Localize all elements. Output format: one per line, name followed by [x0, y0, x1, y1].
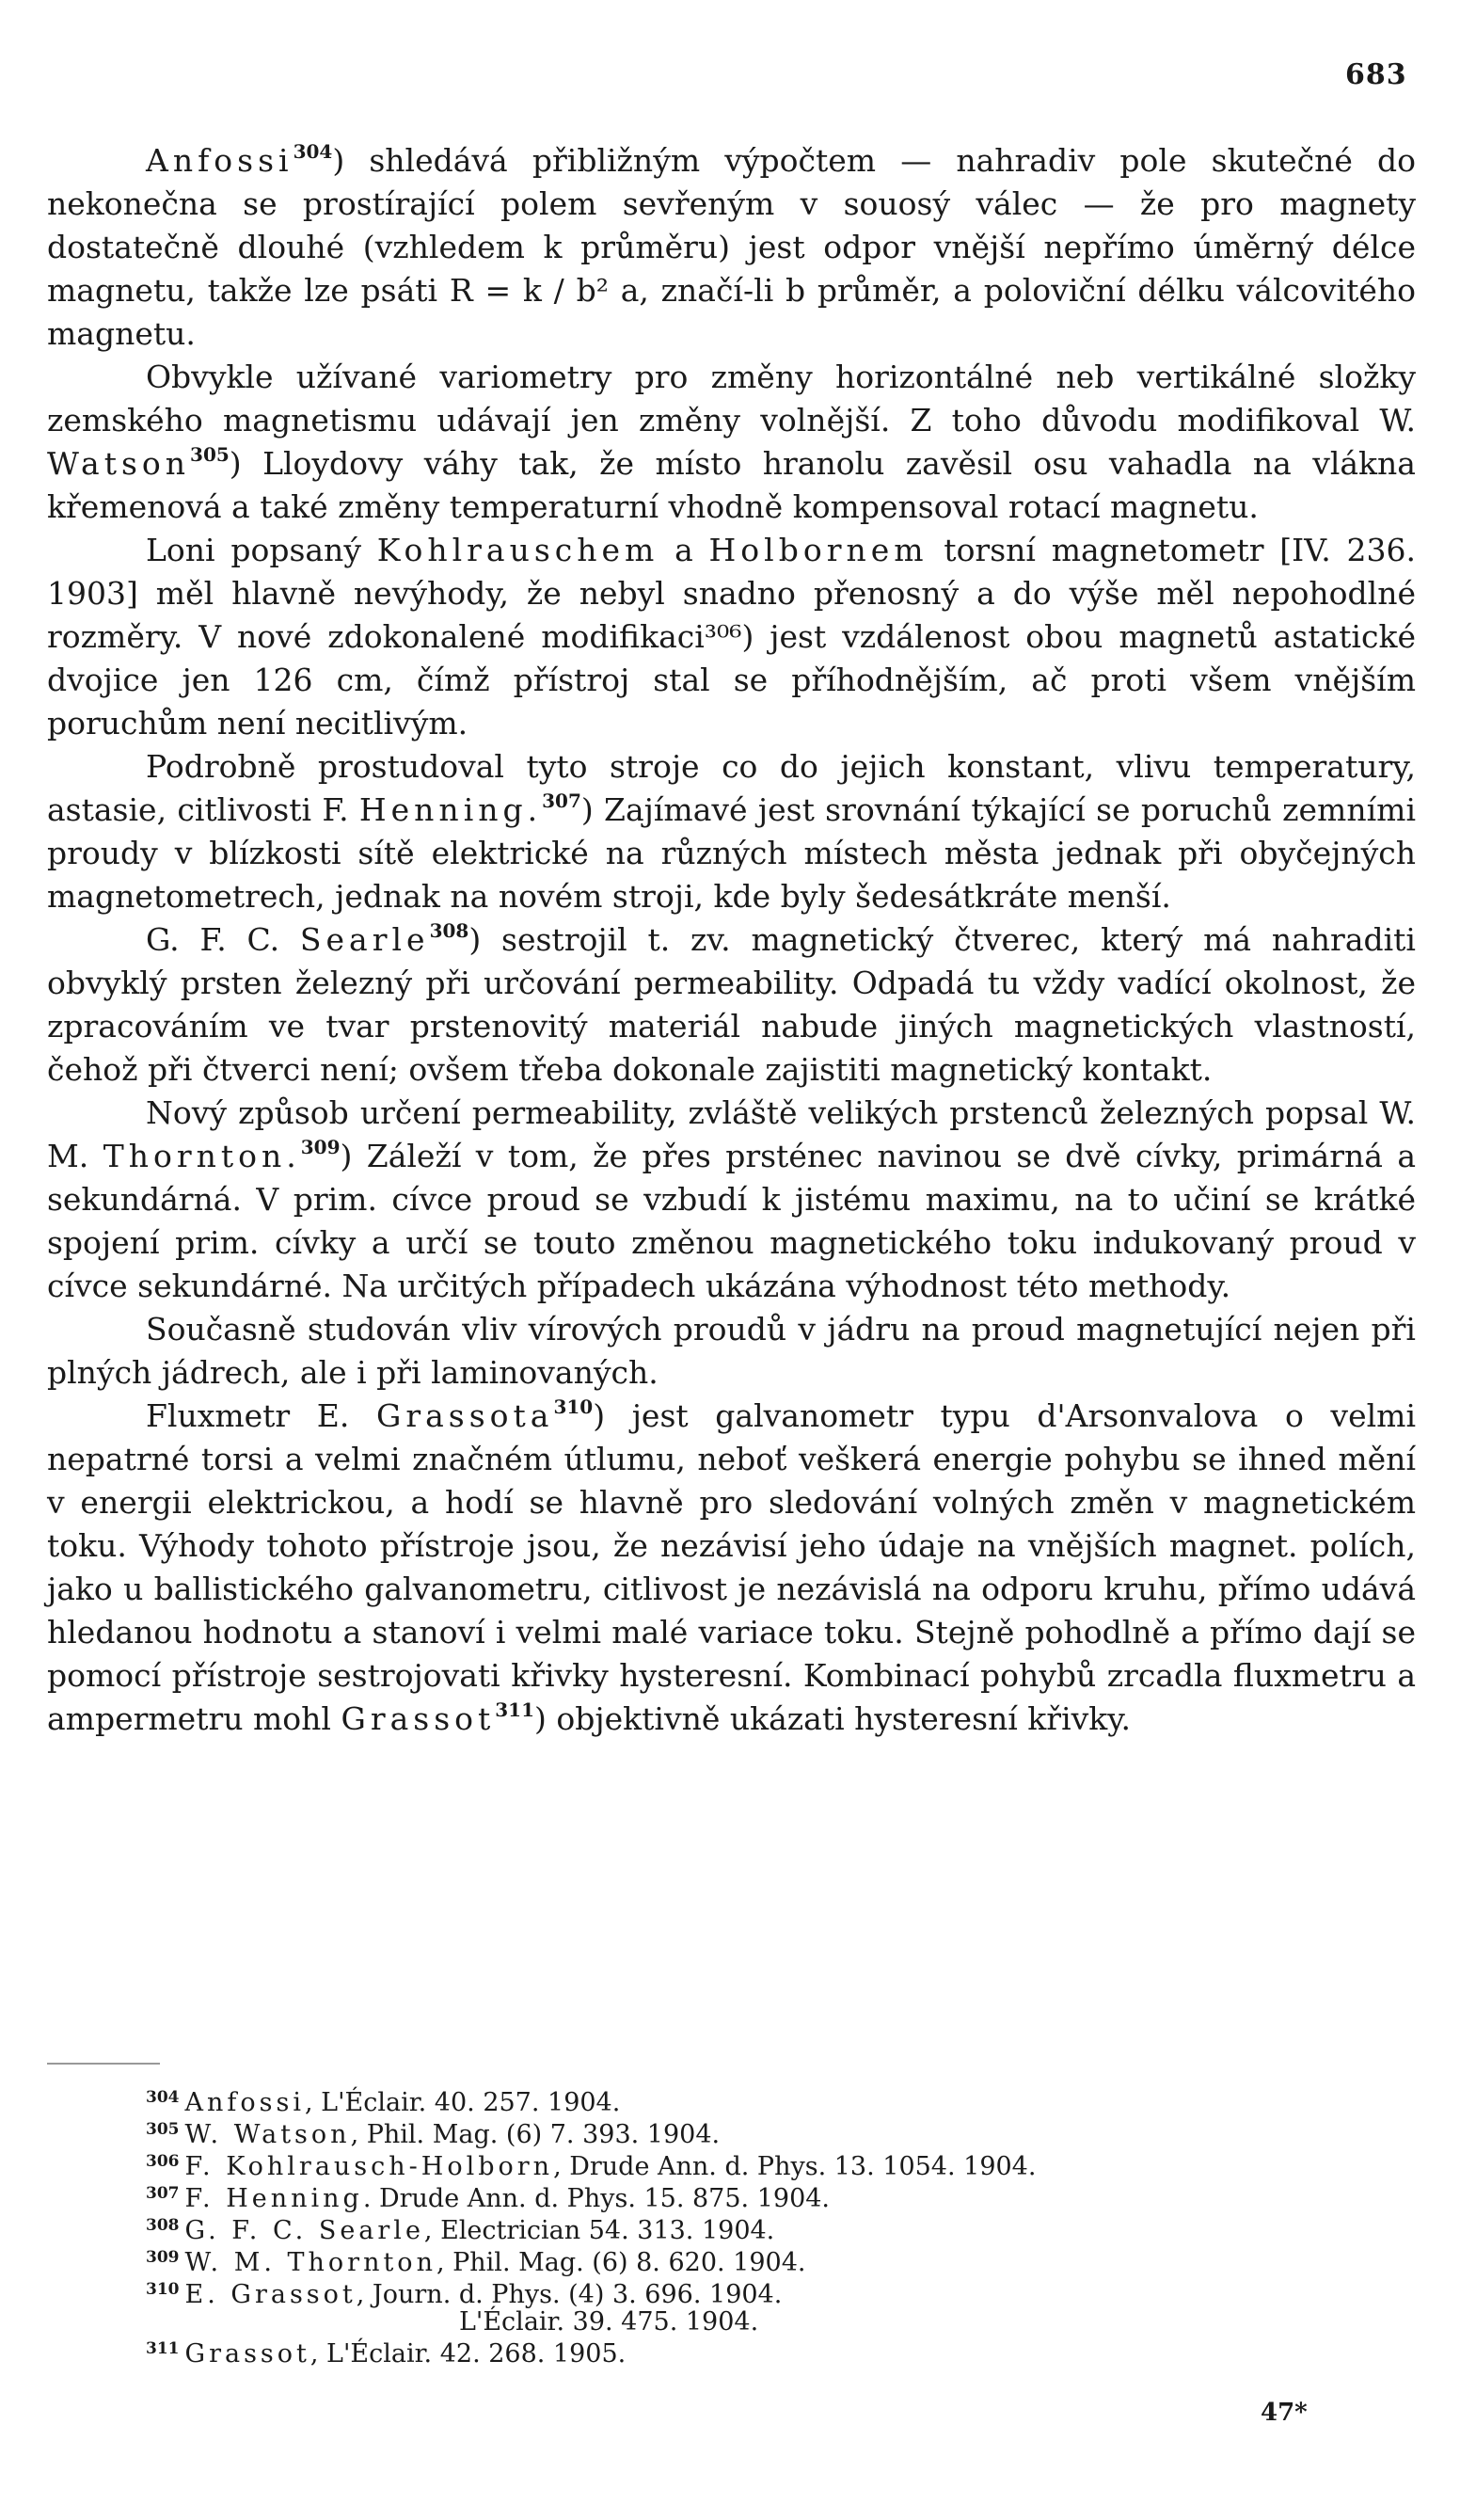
paragraph: [47, 1395, 1416, 1741]
paragraph-text: Nový způsob určení permeability, zvláště velikých prstenců železných popsal W. M.: [47, 1094, 1416, 1174]
footnote-mark: 308: [146, 2216, 180, 2235]
paragraph-text: G. F. C.: [146, 921, 300, 958]
footnote-ref: 307: [542, 789, 581, 812]
author-name: Anfossi: [146, 142, 294, 179]
paragraph-text: ) shledává přibližným výpočtem — nahradiv pole skutečné do nekonečna se prostírající polem sevřeným v souosý válec — že pro magnety dostatečně dlouhé (vzhledem k průměru) jest odpor vnější nepřímo úměrný délce magnetu, takže lze psáti R = k / b² a, značí-li b průměr, a poloviční délku válcovitého magnetu.: [47, 142, 1416, 352]
footnote-mark: 306: [146, 2152, 180, 2171]
footnote-author: W. Watson: [184, 2120, 351, 2149]
footnote-ref: 309: [300, 1136, 341, 1158]
paragraph-text: ) Lloydovy váhy tak, že místo hranolu zavěsil osu vahadla na vlákna křemenová a také změny temperaturní vhodně kompensoval rotací magnetu.: [47, 445, 1416, 525]
footnote-ref: 308: [429, 919, 469, 942]
footnote-text: . Drude Ann. d. Phys. 15. 875. 1904.: [362, 2184, 831, 2213]
footnote: [146, 2212, 1322, 2244]
paragraph: [47, 529, 1416, 745]
footnote: [146, 2084, 1322, 2116]
footnotes: [146, 2084, 1322, 2368]
author-name: Searle: [299, 921, 430, 958]
signature-mark: 47*: [1261, 2399, 1308, 2427]
paragraph: [47, 918, 1416, 1092]
author-name: Thornton.: [103, 1138, 301, 1174]
footnote: [146, 2180, 1322, 2212]
author-name: Henning.: [358, 791, 543, 828]
footnote-author: Anfossi: [184, 2088, 305, 2117]
footnote-ref: 311: [495, 1699, 535, 1721]
paragraph-text: Loni popsaný: [146, 532, 377, 568]
paragraph-text: ) sestrojil t. zv. magnetický čtverec, který má nahraditi obvyklý prsten železný při určování permeability. Odpadá tu vždy vadící okolnost, že zpracováním ve tvar prstenovitý materiál nabude jiných magnetických vlastností, čehož při čtverci není; ovšem třeba dokonale zajistiti magnetický kontakt.: [47, 921, 1416, 1088]
paragraph-text: Současně studován vliv vírových proudů v jádru na proud magnetující nejen při plných jádrech, ale i při laminovaných.: [47, 1311, 1416, 1391]
footnote-divider: [47, 2063, 160, 2065]
footnote-author: F. Kohlrausch-Holborn: [184, 2152, 554, 2181]
paragraph-text: Obvykle užívané variometry pro změny horizontálné neb vertikálné složky zemského magnetismu udávají jen změny volnější. Z toho důvodu modifikoval W.: [47, 359, 1416, 439]
footnote-text: , Phil. Mag. (6) 7. 393. 1904.: [350, 2120, 721, 2149]
footnote: [146, 2336, 1322, 2368]
author-name: Holbornem: [708, 532, 928, 568]
footnote: [146, 2276, 1322, 2308]
paragraph: [47, 745, 1416, 918]
footnote-mark: 304: [146, 2088, 180, 2107]
footnote: [146, 2116, 1322, 2148]
footnote-continuation: L'Éclair. 39. 475. 1904.: [459, 2307, 759, 2337]
footnote-mark: 310: [146, 2280, 180, 2299]
footnote-text: , L'Éclair. 40. 257. 1904.: [304, 2088, 621, 2117]
footnote-text: , L'Éclair. 42. 268. 1905.: [309, 2339, 627, 2368]
author-name: Grassot: [341, 1700, 496, 1737]
footnote-author: W. M. Thornton: [184, 2248, 436, 2277]
footnote-author: F. Henning: [184, 2184, 363, 2213]
footnote-text: , Journ. d. Phys. (4) 3. 696. 1904.: [356, 2280, 783, 2309]
paragraph: [47, 1308, 1416, 1395]
footnote-author: E. Grassot: [184, 2280, 357, 2309]
page-number: 683: [1345, 58, 1407, 91]
footnote-mark: 311: [146, 2339, 180, 2358]
paragraph-text: torsní magnetometr [IV. 236. 1903] měl hlavně nevýhody, že nebyl snadno přenosný a do výše měl nepohodlné rozměry. V nové zdokonalené modifikaci³⁰⁶) jest vzdálenost obou magnetů astatické dvojice jen 126 cm, čímž přístroj stal se příhodnějším, ač proti všem vnějším poruchům není necitlivým.: [47, 532, 1416, 742]
footnote-mark: 309: [146, 2248, 180, 2267]
footnote-mark: 305: [146, 2120, 180, 2139]
paragraph-text: ) objektivně ukázati hysteresní křivky.: [534, 1700, 1132, 1737]
footnote-ref: 310: [553, 1396, 594, 1418]
main-text: [47, 139, 1416, 1741]
paragraph: [47, 139, 1416, 356]
footnote-author: Grassot: [184, 2339, 310, 2368]
paragraph-text: ) jest galvanometr typu d'Arsonvalova o velmi nepatrné torsi a velmi značném útlumu, neboť veškerá energie pohybu se ihned mění v energii elektrickou, a hodí se hlavně pro sledování volných změn v magnetickém toku. Výhody tohoto přístroje jsou, že nezávisí jeho údaje na vnějších magnet. polích, jako u ballistického galvanometru, citlivost je nezávislá na odporu kruhu, přímo udává hledanou hodnotu a stanoví i velmi malé variace toku. Stejně pohodlně a přímo dají se pomocí přístroje sestrojovati křivky hysteresní. Kombinací pohybů zrcadla fluxmetru a ampermetru mohl: [47, 1397, 1417, 1737]
paragraph-text: ) Zajímavé jest srovnání týkající se poruchů zemními proudy v blízkosti sítě elektrické na různých místech města jednak při obyčejných magnetometrech, jednak na novém stroji, kde byly šedesátkráte menší.: [47, 791, 1417, 915]
footnote-mark: 307: [146, 2184, 180, 2203]
footnote-ref: 304: [293, 140, 333, 163]
footnote-ref: 305: [190, 443, 230, 466]
paragraph-text: Fluxmetr E.: [146, 1397, 376, 1434]
footnote-text: , Drude Ann. d. Phys. 13. 1054. 1904.: [553, 2152, 1037, 2181]
author-name: Grassota: [375, 1397, 554, 1434]
footnote: [146, 2244, 1322, 2276]
paragraph: [47, 356, 1416, 529]
footnote-text: , Phil. Mag. (6) 8. 620. 1904.: [436, 2248, 806, 2277]
footnote-text: , Electrician 54. 313. 1904.: [423, 2216, 775, 2245]
author-name: Watson: [47, 445, 191, 482]
author-name: Kohlrauschem: [376, 532, 659, 568]
paragraph-text: a: [659, 532, 709, 568]
paragraph: [47, 1092, 1416, 1308]
footnote: [146, 2148, 1322, 2180]
paragraph-text: Podrobně prostudoval tyto stroje co do jejich konstant, vlivu temperatury, astasie, citlivosti F.: [47, 748, 1416, 828]
footnote-author: G. F. C. Searle: [184, 2216, 424, 2245]
paragraph-text: ) Záleží v tom, že přes prsténec navinou se dvě cívky, primárná a sekundárná. V prim. cívce proud se vzbudí k jistému maximu, na to učiní se krátké spojení prim. cívky a určí se touto změnou magnetického toku indukovaný proud v cívce sekundárné. Na určitých případech ukázána výhodnost této methody.: [47, 1138, 1416, 1304]
